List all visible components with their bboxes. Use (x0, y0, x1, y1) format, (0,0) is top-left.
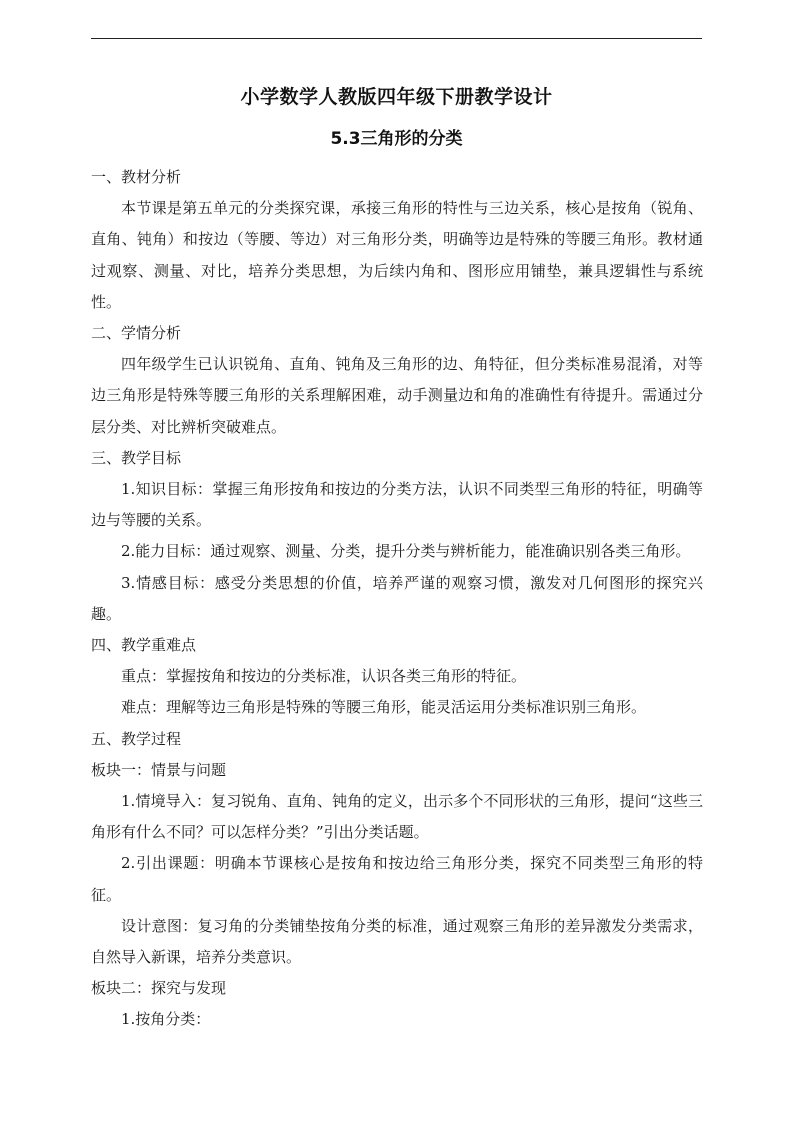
subsection-heading: 板块一：情景与问题 (91, 760, 227, 779)
paragraph: 2.能力目标：通过观察、测量、分类，提升分类与辨析能力，能准确识别各类三角形。 (121, 542, 691, 561)
paragraph: 1.按角分类： (121, 1010, 211, 1029)
document-subtitle: 5.3三角形的分类 (330, 129, 463, 149)
paragraph: 难点：理解等边三角形是特殊的等腰三角形，能灵活运用分类标准识别三角形。 (121, 698, 647, 717)
section-heading: 二、学情分析 (91, 324, 182, 343)
subsection-heading: 板块二：探究与发现 (91, 979, 227, 998)
section-heading: 五、教学过程 (91, 729, 182, 748)
document-body (91, 162, 703, 1036)
paragraph: 2.引出课题：明确本节课核心是按角和按边给三角形分类，探究不同类型三角形的特征。 (91, 854, 703, 904)
paragraph: 重点：掌握按角和按边的分类标准，认识各类三角形的特征。 (121, 667, 527, 686)
paragraph: 设计意图：复习角的分类铺垫按角分类的标准，通过观察三角形的差异激发分类需求，自然导入新课，培养分类意识。 (91, 916, 703, 967)
paragraph: 1.知识目标：掌握三角形按角和按边的分类方法，认识不同类型三角形的特征，明确等边与等腰的关系。 (91, 480, 703, 530)
document-title: 小学数学人教版四年级下册教学设计 (240, 86, 553, 108)
section-heading: 四、教学重难点 (91, 636, 197, 655)
paragraph: 3.情感目标：感受分类思想的价值，培养严谨的观察习惯，激发对几何图形的探究兴趣。 (91, 573, 703, 623)
header-rule (91, 38, 702, 39)
paragraph: 四年级学生已认识锐角、直角、钝角及三角形的边、角特征，但分类标准易混淆，对等边三角形是特殊等腰三角形的关系理解困难，动手测量边和角的准确性有待提升。需通过分层分类、对比辨析突破难点。 (91, 355, 703, 436)
paragraph: 本节课是第五单元的分类探究课，承接三角形的特性与三边关系，核心是按角（锐角、直角、钝角）和按边（等腰、等边）对三角形分类，明确等边是特殊的等腰三角形。教材通过观察、测量、对比，培养分类思想，为后续内角和、图形应用铺垫，兼具逻辑性与系统性。 (91, 199, 703, 311)
section-heading: 一、教材分析 (91, 168, 182, 186)
section-heading: 三、教学目标 (91, 448, 182, 467)
paragraph: 1.情境导入：复习锐角、直角、钝角的定义，出示多个不同形状的三角形，提问“这些三角形有什么不同？可以怎样分类？”引出分类话题。 (91, 792, 703, 842)
